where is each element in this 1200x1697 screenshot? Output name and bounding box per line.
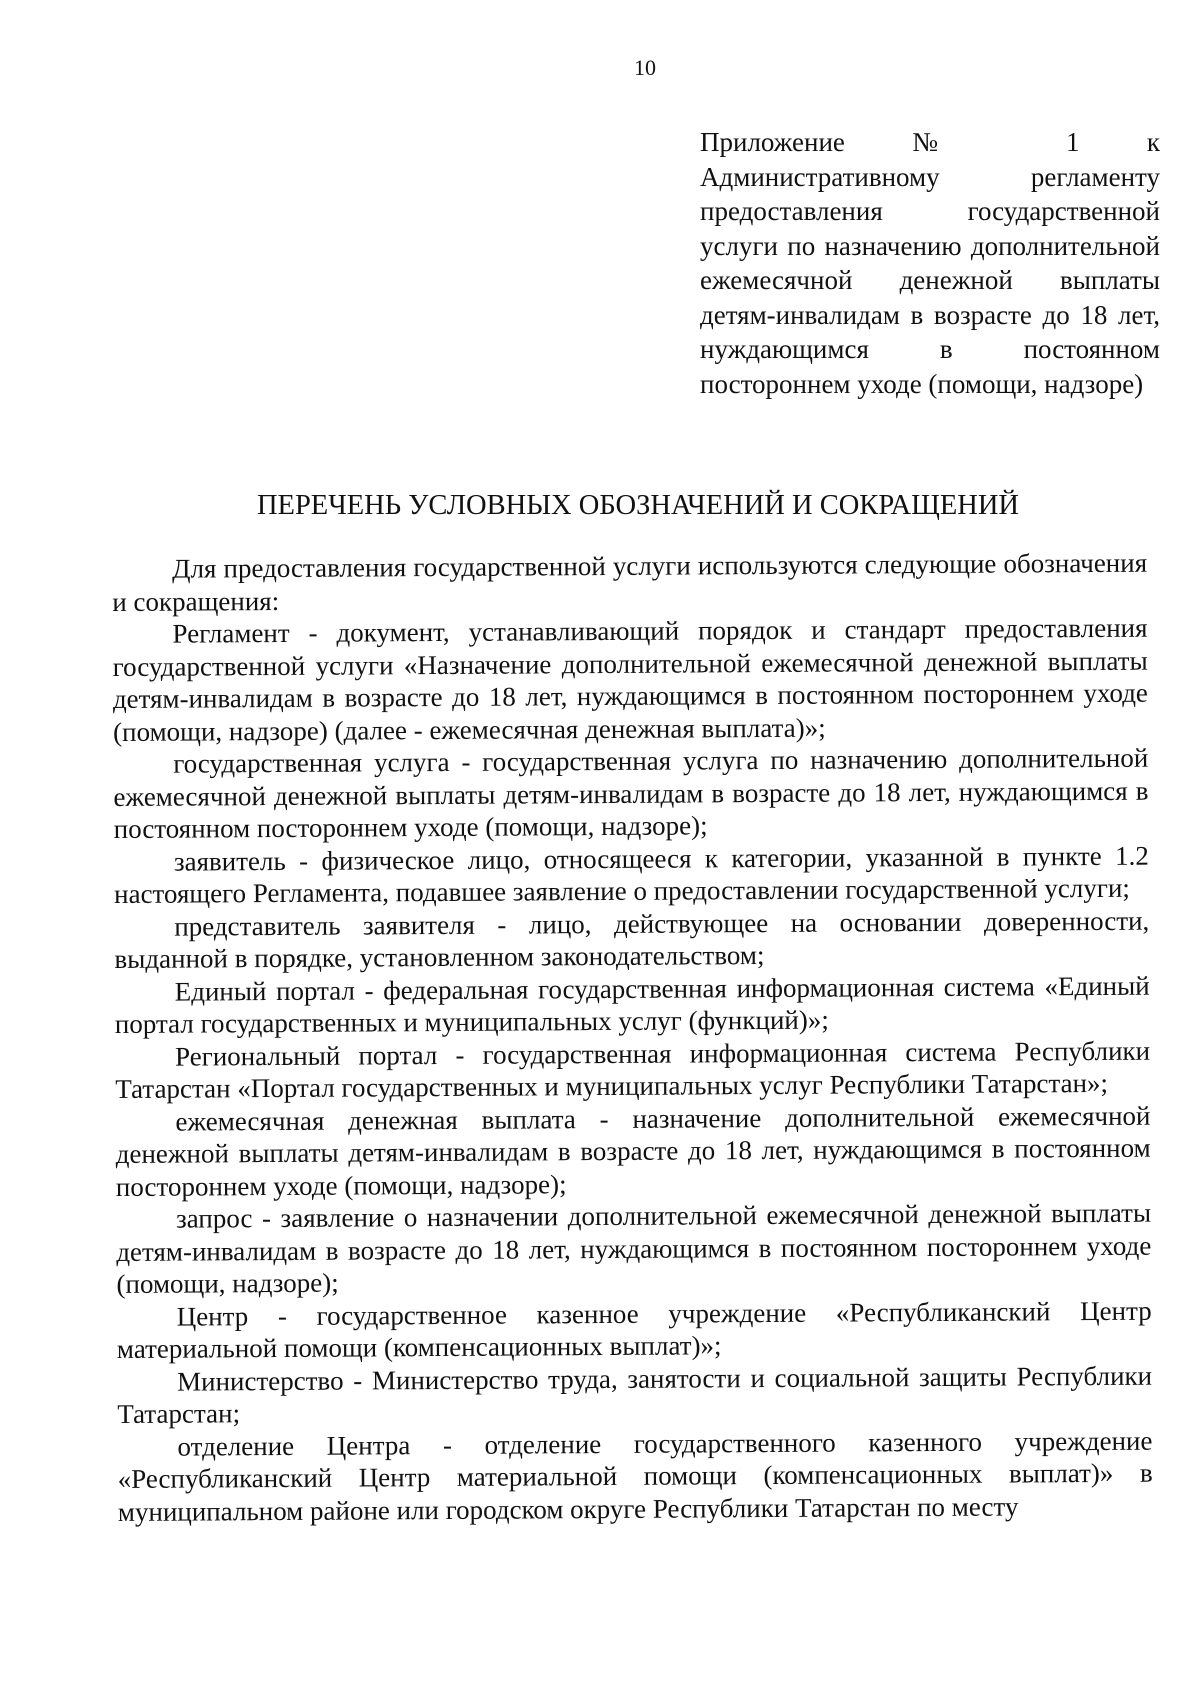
paragraph-center-branch: отделение Центра - отделение государственного казенного учреждение «Республиканский Центр материальной помощи (компенсационных выплат)» в муниципальном районе или городском округе Республики Татарстан по месту (117, 1425, 1153, 1527)
paragraph-state-service: государственная услуга - государственная услуга по назначению дополнительной ежемесячной денежной выплаты детям-инвалидам в возрасте до 18 лет, нуждающимся в постоянном постороннем уходе (помощи, надзоре); (113, 742, 1149, 844)
paragraph-intro: Для предоставления государственной услуги используются следующие обозначения и сокращения: (112, 547, 1148, 617)
paragraph-monthly-payment: ежемесячная денежная выплата - назначение дополнительной ежемесячной денежной выплаты детям-инвалидам в возрасте до 18 лет, нуждающимся в постоянном постороннем уходе (помощи, надзоре); (115, 1100, 1151, 1202)
document-body (112, 547, 1153, 1528)
page-number: 10 (634, 55, 656, 80)
paragraph-applicant-representative: представитель заявителя - лицо, действующее на основании доверенности, выданной в порядке, установленном законодательством; (114, 905, 1150, 974)
paragraph-ministry: Министерство - Министерство труда, занятости и социальной защиты Республики Татарстан; (117, 1360, 1153, 1429)
document-title: ПЕРЕЧЕНЬ УСЛОВНЫХ ОБОЗНАЧЕНИЙ И СОКРАЩЕНИЙ (256, 490, 1020, 521)
paragraph-applicant: заявитель - физическое лицо, относящееся к категории, указанной в пункте 1.2 настоящего Регламента, подавшее заявление о предоставлении государственной услуги; (113, 840, 1149, 909)
appendix-reference: Приложение № 1 к Административному регламенту предоставления государственной услуги по назначению дополнительной ежемесячной денежной выплаты детям-инвалидам в возрасте до 18 лет, нуждающимся в постоянном постороннем уходе (помощи, надзоре) (700, 127, 1160, 399)
paragraph-regional-portal: Региональный портал - государственная информационная система Республики Татарстан «Портал государственных и муниципальных услуг Республики Татарстан»; (115, 1035, 1151, 1104)
paragraph-reglament: Регламент - документ, устанавливающий порядок и стандарт предоставления государственной услуги «Назначение дополнительной ежемесячной денежной выплаты детям-инвалидам в возрасте до 18 лет, нуждающимся в постоянном постороннем уходе (помощи, надзоре) (далее - ежемесячная денежная выплата)»; (112, 612, 1148, 747)
paragraph-unified-portal: Единый портал - федеральная государственная информационная система «Единый портал государственных и муниципальных услуг (функций)»; (114, 970, 1150, 1039)
paragraph-request: запрос - заявление о назначении дополнительной ежемесячной денежной выплаты детям-инвалидам в возрасте до 18 лет, нуждающимся в постоянном постороннем уходе (помощи, надзоре); (116, 1197, 1152, 1299)
paragraph-center: Центр - государственное казенное учреждение «Республиканский Центр материальной помощи (компенсационных выплат)»; (116, 1295, 1152, 1364)
